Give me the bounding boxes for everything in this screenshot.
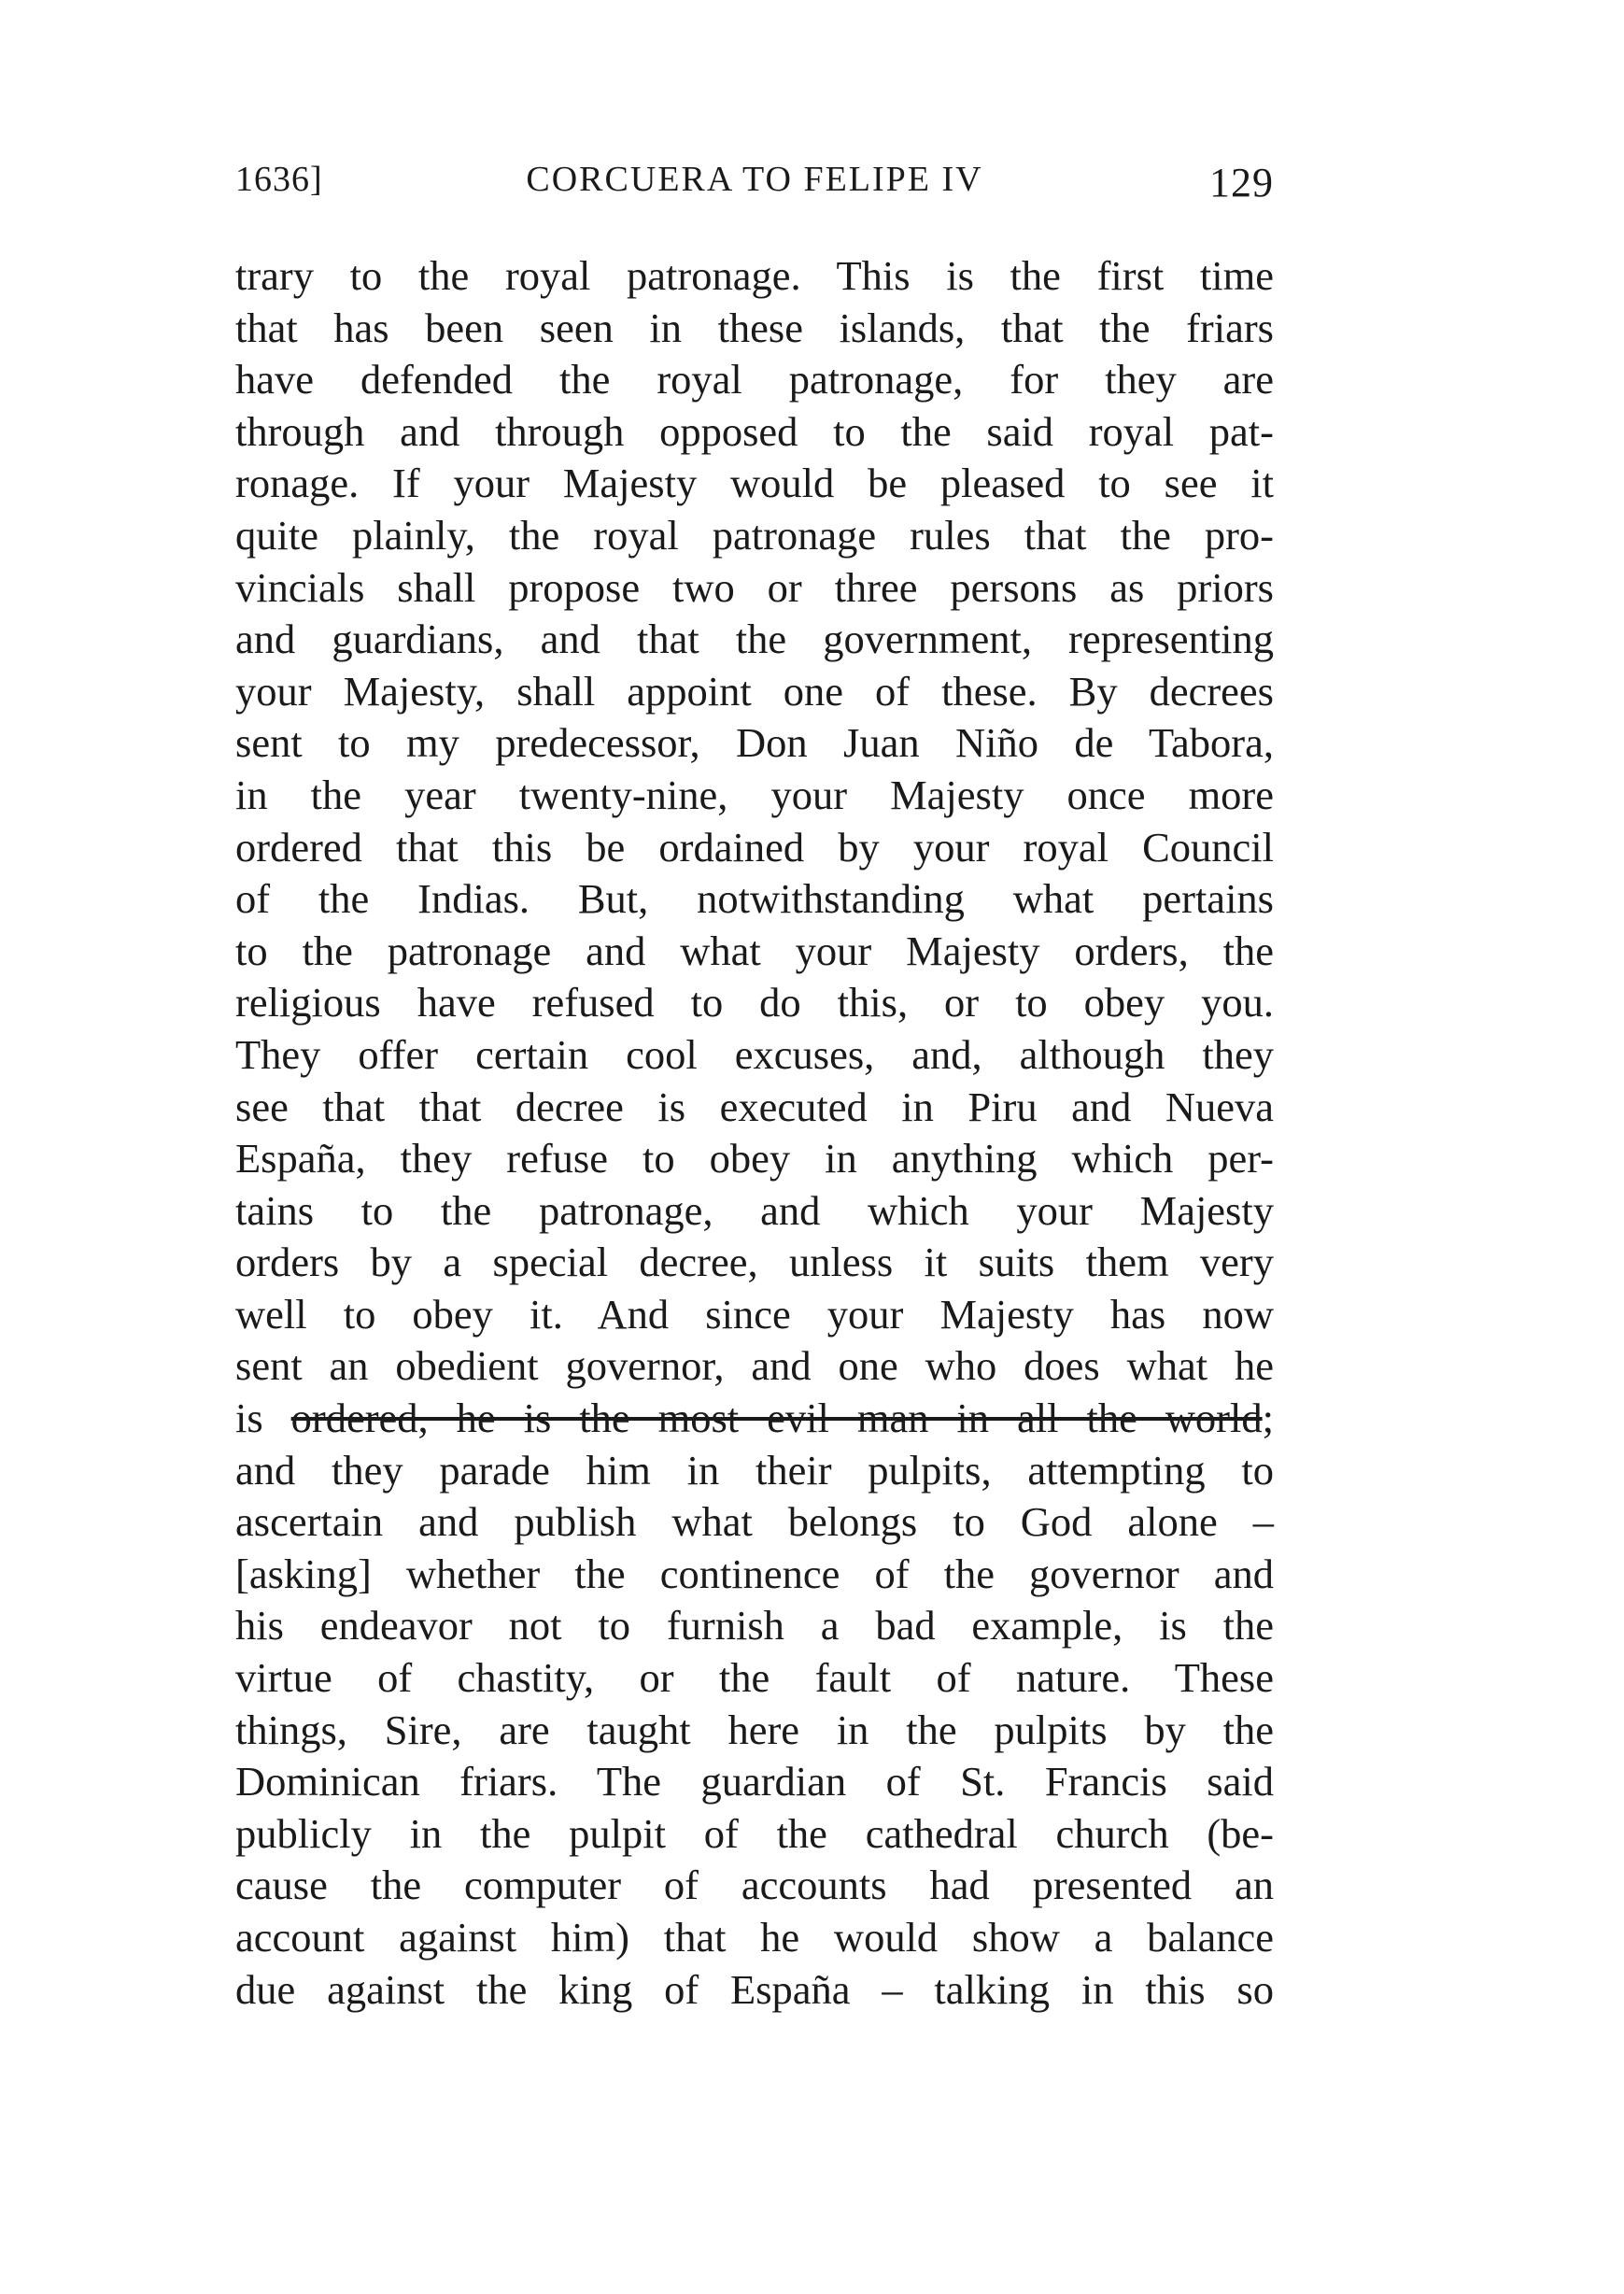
text-line: sent an obedient governor, and one who does what he <box>235 1342 1274 1390</box>
struck-out-text: ordered, he is the most evil man in all the world <box>290 1395 1263 1442</box>
page-number: 129 <box>1209 160 1274 205</box>
header-year: 1636] <box>235 160 323 199</box>
struck-line-before: is <box>235 1395 291 1442</box>
text-line: virtue of chastity, or the fault of nature. These <box>235 1654 1274 1702</box>
text-line: ascertain and publish what belongs to God alone – <box>235 1498 1274 1546</box>
text-line: Dominican friars. The guardian of St. Francis said <box>235 1758 1274 1805</box>
text-line: well to obey it. And since your Majesty has now <box>235 1290 1274 1338</box>
text-line: cause the computer of accounts had presented an <box>235 1862 1274 1909</box>
text-line: trary to the royal patronage. This is the first time <box>235 252 1274 299</box>
text-line: tains to the patronage, and which your Majesty <box>235 1186 1274 1234</box>
text-line: sent to my predecessor, Don Juan Niño de Tabora, <box>235 719 1274 767</box>
running-header <box>235 159 1274 215</box>
text-line: to the patronage and what your Majesty orders, the <box>235 927 1274 974</box>
text-line: religious have refused to do this, or to obey you. <box>235 979 1274 1027</box>
struck-line-after: ; <box>1262 1395 1274 1442</box>
text-line: through and through opposed to the said royal pat- <box>235 407 1274 455</box>
text-line: account against him) that he would show a balance <box>235 1914 1274 1961</box>
header-title: CORCUERA TO FELIPE IV <box>526 160 983 199</box>
text-line: They offer certain cool excuses, and, although they <box>235 1030 1274 1078</box>
struck-text-line <box>235 1393 1274 1445</box>
text-line: and they parade him in their pulpits, attempting to <box>235 1446 1274 1494</box>
text-line: of the Indias. But, notwithstanding what pertains <box>235 875 1274 923</box>
text-line: in the year twenty-nine, your Majesty once more <box>235 771 1274 818</box>
text-line: ronage. If your Majesty would be pleased to see it <box>235 460 1274 507</box>
text-line: publicly in the pulpit of the cathedral church (be- <box>235 1809 1274 1857</box>
body-text <box>235 250 1274 2016</box>
text-line: see that that decree is executed in Piru and Nueva <box>235 1083 1274 1130</box>
text-line: España, they refuse to obey in anything which per- <box>235 1135 1274 1182</box>
text-line: have defended the royal patronage, for they are <box>235 356 1274 404</box>
text-line: and guardians, and that the government, representing <box>235 616 1274 663</box>
text-line: your Majesty, shall appoint one of these. By decrees <box>235 667 1274 715</box>
text-line: ordered that this be ordained by your royal Council <box>235 823 1274 871</box>
text-line: [asking] whether the continence of the governor and <box>235 1550 1274 1597</box>
text-line: that has been seen in these islands, that the friars <box>235 304 1274 351</box>
text-line: due against the king of España – talking in this so <box>235 1965 1274 2013</box>
text-line: orders by a special decree, unless it suits them very <box>235 1239 1274 1286</box>
text-line: vincials shall propose two or three persons as priors <box>235 563 1274 611</box>
text-line: things, Sire, are taught here in the pulpits by the <box>235 1706 1274 1753</box>
text-line: quite plainly, the royal patronage rules that the pro- <box>235 511 1274 559</box>
text-line: his endeavor not to furnish a bad example, is the <box>235 1602 1274 1650</box>
